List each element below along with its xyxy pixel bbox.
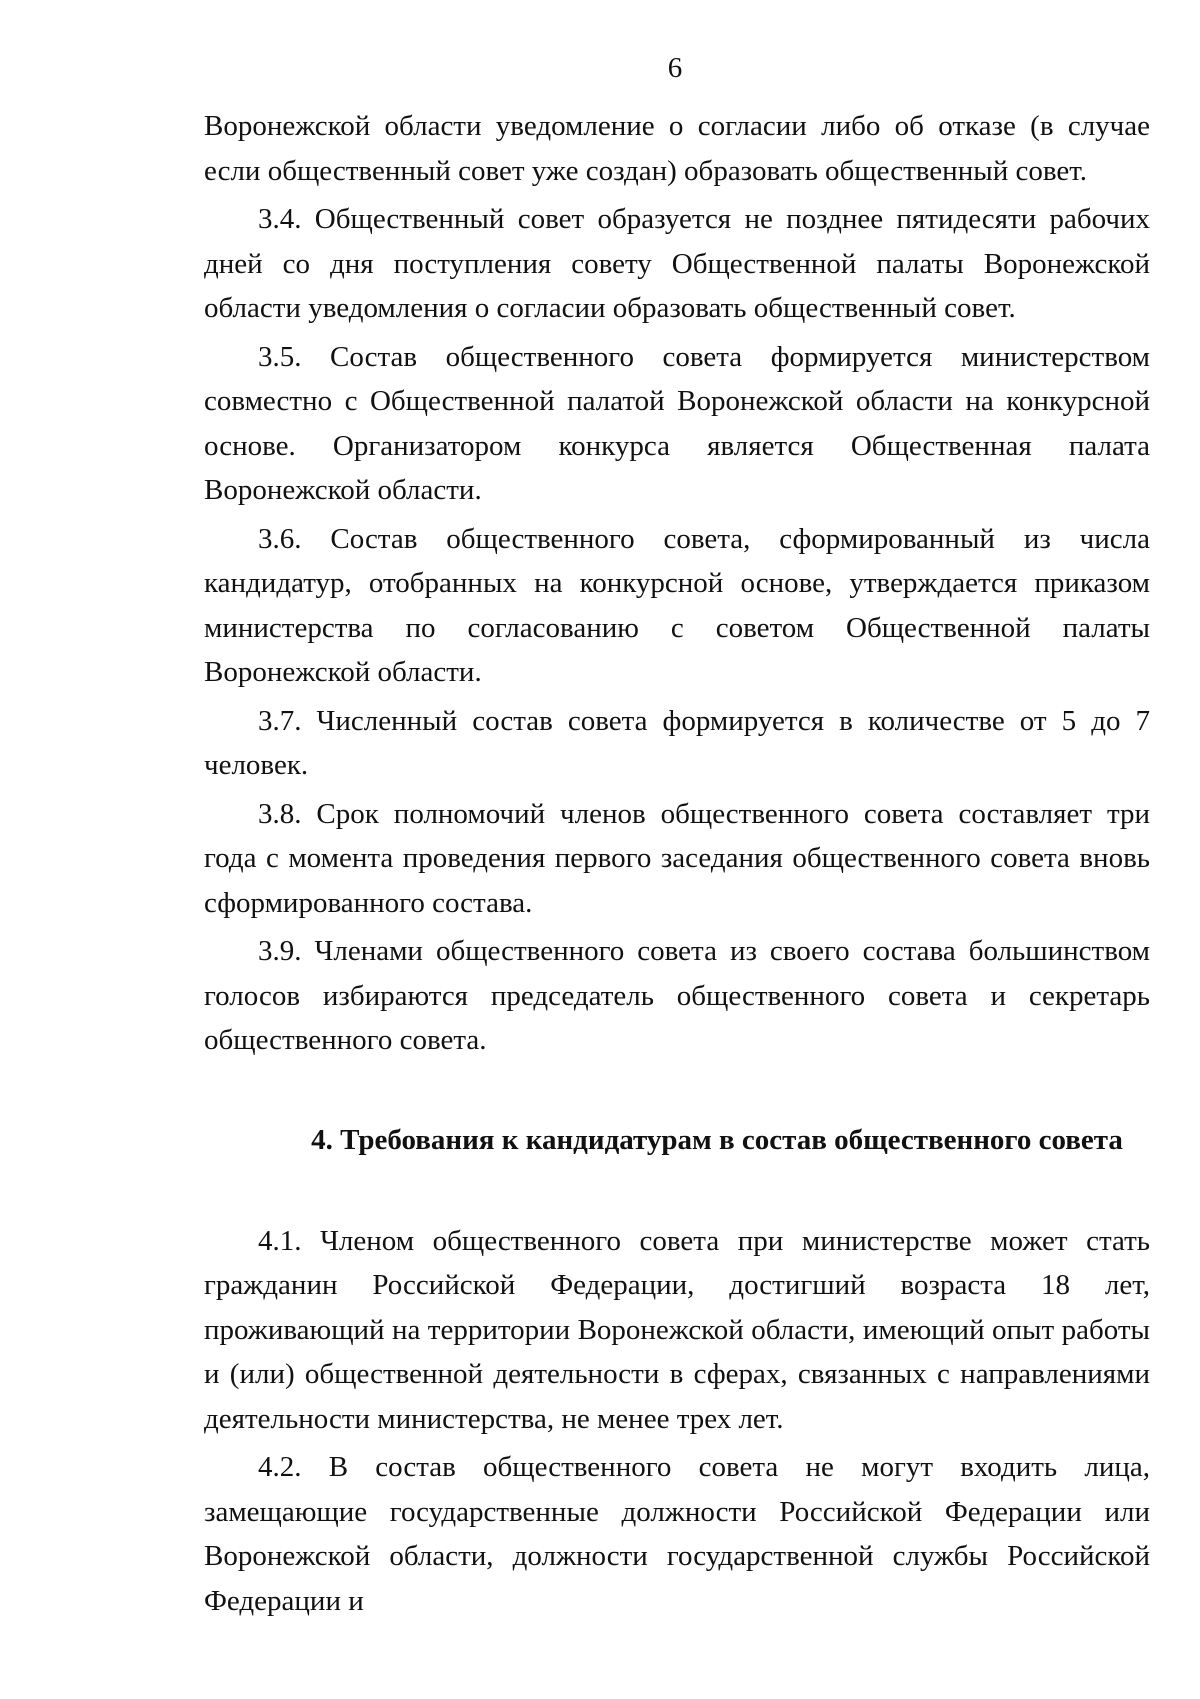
paragraph-3-7: 3.7. Численный состав совета формируется в количестве от 5 до 7 человек. (204, 704, 1150, 781)
section-4-heading: 4. Требования к кандидатурам в состав общественного совета (311, 1123, 1123, 1156)
section-3-continuation (204, 104, 1150, 1063)
document-body (204, 104, 1150, 1623)
paragraph-3-9: 3.9. Членами общественного совета из своего состава большинством голосов избираются председатель общественного совета и секретарь общественного совета. (204, 935, 1150, 1056)
paragraph-3-5: 3.5. Состав общественного совета формируется министерством совместно с Общественной палатой Воронежской области на конкурсной основе. Организатором конкурса является Общественная палата Воронежской области. (204, 340, 1150, 506)
paragraph-4-2: 4.2. В состав общественного совета не могут входить лица, замещающие государственные должности Российской Федерации или Воронежской области, должности государственной службы Российской Федерации и (204, 1451, 1150, 1617)
section-4 (204, 1219, 1150, 1624)
paragraph-4-1: 4.1. Членом общественного совета при министерстве может стать гражданин Российской Федерации, достигший возраста 18 лет, проживающий на территории Воронежской области, имеющий опыт работы и (или) общественной деятельности в сферах, связанных с направлениями деятельности министерства, не менее трех лет. (204, 1224, 1150, 1435)
paragraph-3-6: 3.6. Состав общественного совета, сформированный из числа кандидатур, отобранных на конкурсной основе, утверждается приказом министерства по согласованию с советом Общественной палаты Воронежской области. (204, 522, 1150, 688)
paragraph-3-4: 3.4. Общественный совет образуется не позднее пятидесяти рабочих дней со дня поступления совету Общественной палаты Воронежской области уведомления о согласии образовать общественный совет. (204, 203, 1150, 324)
paragraph-continuation: Воронежской области уведомление о согласии либо об отказе (в случае если общественный совет уже создан) образовать общественный совет. (204, 110, 1150, 187)
page-number: 6 (667, 52, 683, 84)
paragraph-3-8: 3.8. Срок полномочий членов общественного совета составляет три года с момента проведения первого заседания общественного совета вновь сформированного состава. (204, 797, 1150, 919)
